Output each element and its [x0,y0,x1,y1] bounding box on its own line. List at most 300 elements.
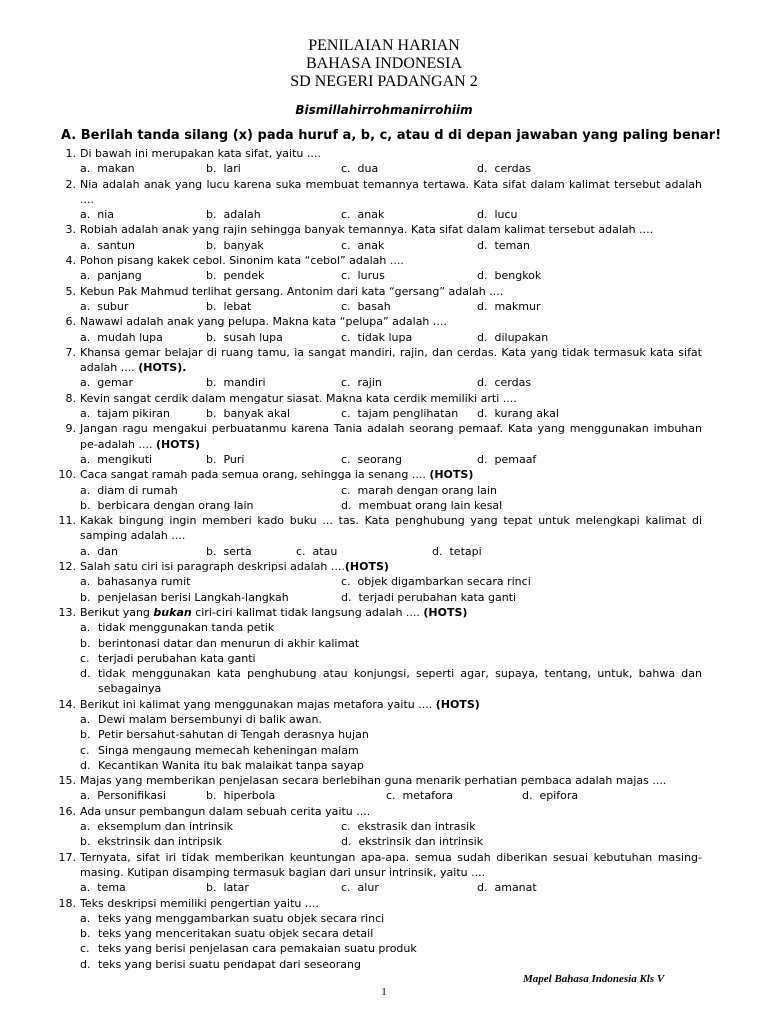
question-item [0,391,768,422]
question-item [0,222,768,253]
option-text: rajin [357,376,382,390]
option-text: seorang [357,452,402,466]
answer-option[interactable] [477,330,548,345]
answer-option[interactable] [80,483,178,498]
answer-option[interactable] [341,299,391,314]
option-letter: c. [341,162,358,176]
question-body: Ada unsur pembangun dalam sebuah cerita yaitu .... [80,804,371,818]
question-number: 10. [58,468,76,482]
question-text [0,697,768,712]
option-letter: d. [477,162,495,176]
answer-option[interactable] [206,452,244,467]
option-text: kurang akal [494,407,559,421]
option-letter: b. [80,498,98,512]
question-item [0,314,768,345]
option-text: teks yang menceritakan suatu objek secara detail [98,927,374,941]
option-text: tetapi [449,544,482,558]
question-number: 2. [65,177,76,191]
option-text: penjelasan berisi Langkah-langkah [97,590,289,604]
option-letter: a. [80,376,98,390]
option-letter: a. [80,575,98,589]
option-letter: d. [341,498,359,512]
answer-option[interactable] [477,161,531,176]
option-letter: c. [341,330,358,344]
option-text: marah dengan orang lain [357,483,497,497]
option-letter: a. [80,881,98,895]
question-number: 12. [58,560,76,574]
question-text [0,467,768,482]
answer-option[interactable] [0,620,768,635]
answer-option[interactable] [0,743,768,758]
option-row [0,330,768,345]
option-text: susah lupa [223,330,283,344]
question-body: Caca sangat ramah pada semua orang, sehingga ia senang .... [80,468,430,482]
option-row [0,498,768,513]
option-text: pemaaf [494,452,537,466]
hots-tag: (HOTS) [429,468,474,482]
option-letter: b. [206,544,224,558]
option-letter: b. [80,927,91,941]
question-item [0,605,768,697]
answer-option[interactable] [477,268,541,283]
option-letter: c. [80,942,90,956]
answer-option[interactable] [80,406,170,421]
question-text [0,773,768,788]
option-row [0,268,768,283]
option-letter: a. [80,238,98,252]
option-letter: a. [80,208,98,222]
section-instruction: A. Berilah tanda silang (x) pada huruf a, b, c, atau d di depan jawaban yang paling benar! [61,128,722,143]
answer-option[interactable] [341,268,385,283]
option-text: makan [97,162,135,176]
question-body: Nia adalah anak yang lucu karena suka membuat temannya tertawa. Kata sifat dalam kalimat tersebut adalah .... [80,177,702,206]
option-text: cerdas [494,162,532,176]
question-body: Teks deskripsi memiliki pengertian yaitu .... [80,896,319,910]
answer-option[interactable] [206,161,241,176]
answer-option[interactable] [80,207,114,222]
option-text: lari [223,162,241,176]
option-text: metafora [402,789,453,803]
answer-option[interactable] [0,957,768,972]
option-text: terjadi perubahan kata ganti [358,590,517,604]
option-row [0,788,768,803]
answer-option[interactable] [206,299,251,314]
question-number: 6. [65,315,76,329]
answer-option[interactable] [206,238,264,253]
option-letter: a. [80,330,98,344]
answer-option[interactable] [341,834,483,849]
option-letter: a. [80,789,98,803]
answer-option[interactable] [341,207,384,222]
answer-option[interactable] [206,268,264,283]
question-number: 14. [58,697,76,711]
option-letter: d. [341,835,359,849]
option-text: lurus [357,269,385,283]
question-text [0,314,768,329]
answer-option[interactable] [477,406,559,421]
question-item [0,177,768,223]
option-text: anak [357,208,385,222]
option-text: epifora [539,789,579,803]
answer-option[interactable] [0,636,768,651]
answer-option[interactable] [206,544,252,559]
answer-option[interactable] [477,880,537,895]
answer-option[interactable] [341,483,497,498]
option-letter: a. [80,911,91,925]
option-letter: a. [80,544,98,558]
option-letter: d. [477,330,495,344]
option-row [0,880,768,895]
exam-title: PENILAIAN HARIAN [308,37,460,54]
option-letter: c. [341,269,358,283]
option-letter: b. [206,452,224,466]
option-text: basah [357,299,391,313]
answer-option[interactable] [0,666,768,697]
question-body: Kakak bingung ingin memberi kado buku ... tas. Kata penghubung yang tepat untuk melengkapi kalimat di samping adalah .... [80,514,702,543]
question-text [0,850,768,881]
answer-option[interactable] [80,452,152,467]
question-body: Robiah adalah anak yang rajin sehingga banyak temannya. Kata sifat dalam kalimat tersebut adalah .... [80,223,654,237]
option-row [0,375,768,390]
option-letter: b. [80,835,98,849]
option-letter: d. [477,407,495,421]
option-letter: b. [206,789,224,803]
option-text: Dewi malam bersembunyi di balik awan. [98,712,322,726]
option-letter: a. [80,452,98,466]
option-text: berintonasi datar dan menurun di akhir kalimat [98,636,360,650]
option-letter: a. [80,712,91,726]
option-text: teks yang berisi penjelasan cara pemakaian suatu produk [98,942,417,956]
option-letter: b. [80,590,98,604]
question-text [0,804,768,819]
hots-tag: (HOTS) [155,437,200,451]
option-text: Petir bersahut-sahutan di Tengah derasnya hujan [98,728,369,742]
question-item [0,697,768,773]
answer-option[interactable] [80,330,163,345]
answer-option[interactable] [206,406,290,421]
option-text: teks yang berisi suatu pendapat dari seseorang [98,957,361,971]
option-letter: c. [341,881,358,895]
answer-option[interactable] [0,758,768,773]
option-text: alur [357,881,379,895]
option-text: mengikuti [97,452,153,466]
question-number: 9. [65,422,76,436]
answer-option[interactable] [80,834,222,849]
question-number: 13. [58,605,76,619]
question-item [0,773,768,804]
option-row [0,406,768,421]
option-letter: b. [206,208,224,222]
answer-option[interactable] [522,788,578,803]
option-letter: b. [206,238,224,252]
question-number: 8. [65,391,76,405]
option-letter: d. [477,269,495,283]
question-item [0,467,768,513]
option-letter: d. [522,789,540,803]
option-letter: b. [206,407,224,421]
option-row [0,483,768,498]
option-letter: b. [206,299,224,313]
option-text: dilupakan [494,330,549,344]
question-number: 1. [65,147,76,160]
answer-option[interactable] [206,375,266,390]
answer-option[interactable] [0,941,768,956]
question-body: ciri-ciri kalimat tidak langsung adalah .... [191,605,424,619]
option-letter: d. [477,208,495,222]
answer-option[interactable] [477,375,531,390]
answer-option[interactable] [477,207,518,222]
option-text: eksemplum dan intrinsik [97,820,234,834]
answer-option[interactable] [477,452,536,467]
option-text: adalah [223,208,261,222]
option-text: cerdas [494,376,532,390]
subject-title: BAHASA INDONESIA [305,55,462,72]
option-row [0,238,768,253]
answer-option[interactable] [206,330,283,345]
option-letter: c. [341,820,358,834]
hots-tag: (HOTS). [138,361,187,375]
option-text: santun [97,238,135,252]
answer-option[interactable] [80,574,190,589]
option-letter: c. [80,651,90,665]
answer-option[interactable] [341,161,378,176]
option-text: gemar [97,376,133,390]
question-text [0,391,768,406]
option-text: subur [97,299,129,313]
option-text: tema [97,881,126,895]
option-letter: d. [432,544,450,558]
option-text: Kecantikan Wanita itu bak malaikat tanpa sayap [98,758,364,772]
option-letter: d. [477,881,495,895]
question-body: Kebun Pak Mahmud terlihat gersang. Antonim dari kata “gersang” adalah .... [80,284,504,298]
answer-option[interactable] [341,880,379,895]
option-text: dan [97,544,118,558]
page-number: 1 [381,986,387,998]
option-text: pendek [223,269,265,283]
option-row [0,299,768,314]
answer-option[interactable] [80,498,254,513]
option-text: Singa mengaung memecah keheningan malam [98,743,359,757]
option-text: diam di rumah [97,483,178,497]
question-item [0,559,768,605]
answer-option[interactable] [341,574,531,589]
option-text: terjadi perubahan kata ganti [98,651,256,665]
question-item [0,421,768,467]
school-name: SD NEGERI PADANGAN 2 [290,73,478,90]
option-letter: c. [80,743,90,757]
option-letter: b. [80,728,91,742]
question-number: 15. [58,774,76,788]
option-text: ekstrinsik dan intripsik [97,835,223,849]
option-letter: b. [80,636,91,650]
answer-option[interactable] [80,161,135,176]
question-number: 7. [65,345,76,359]
answer-option[interactable] [341,452,402,467]
question-text [0,146,768,161]
option-text: hiperbola [223,789,276,803]
option-list [0,712,768,773]
answer-option[interactable] [341,498,502,513]
option-text: Puri [223,452,245,466]
option-letter: d. [80,957,91,971]
option-text: latar [223,881,249,895]
answer-option[interactable] [477,299,541,314]
answer-option[interactable] [0,911,768,926]
question-number: 3. [65,223,76,237]
question-text [0,177,768,208]
question-text [0,421,768,452]
option-row [0,207,768,222]
question-number: 4. [65,254,76,268]
option-text: bahasanya rumit [97,575,191,589]
option-text: tidak menggunakan tanda petik [98,621,275,635]
answer-option[interactable] [341,406,458,421]
option-text: Personifikasi [97,789,166,803]
question-body: Berikut ini kalimat yang menggunakan majas metafora yaitu .... [80,697,436,711]
option-text: serta [223,544,252,558]
question-item [0,253,768,284]
option-letter: b. [206,376,224,390]
bismillah-text: Bismillahirrohmanirrohiim [295,103,473,117]
option-text: lebat [223,299,252,313]
answer-option[interactable] [80,590,289,605]
answer-option[interactable] [386,788,453,803]
answer-option[interactable] [80,819,233,834]
option-letter: b. [206,269,224,283]
question-item [0,146,768,177]
option-text: anak [357,238,385,252]
hots-tag: (HOTS) [423,605,468,619]
question-prefix: Berikut yang [80,605,154,619]
answer-option[interactable] [206,788,275,803]
option-letter: a. [80,162,98,176]
answer-option[interactable] [0,712,768,727]
answer-option[interactable] [80,375,133,390]
answer-option[interactable] [80,880,126,895]
answer-option[interactable] [341,238,384,253]
answer-option[interactable] [80,299,128,314]
option-text: membuat orang lain kesal [358,498,503,512]
option-letter: d. [341,590,359,604]
answer-option[interactable] [341,330,412,345]
option-letter: b. [206,330,224,344]
option-text: banyak akal [223,407,291,421]
option-row [0,452,768,467]
option-row [0,819,768,834]
answer-option[interactable] [80,788,166,803]
answer-option[interactable] [341,819,476,834]
option-list [0,911,768,972]
option-letter: c. [341,407,358,421]
question-text [0,222,768,237]
option-letter: d. [477,452,495,466]
question-body: Salah satu ciri isi paragraph deskripsi adalah .... [80,560,345,574]
option-letter: c. [341,376,358,390]
option-text: tidak menggunakan kata penghubung atau konjungsi, seperti agar, supaya, tentang, untuk, bahwa dan sebagainya [98,667,702,696]
option-row [0,161,768,176]
option-text: bengkok [494,269,542,283]
option-letter: d. [80,758,91,772]
question-text [0,284,768,299]
option-text: atau [312,544,338,558]
question-number: 17. [58,850,76,864]
question-body: Jangan ragu mengakui perbuatanmu karena Tania adalah seorang pemaaf. Kata yang menggunakan imbuhan pe-adalah .... [80,422,702,451]
option-text: nia [97,208,115,222]
question-number: 11. [58,514,76,528]
answer-option[interactable] [0,651,768,666]
option-letter: c. [341,483,358,497]
option-letter: c. [341,575,358,589]
answer-option[interactable] [206,207,261,222]
answer-option[interactable] [0,926,768,941]
option-row [0,834,768,849]
hots-tag: (HOTS) [435,697,480,711]
option-letter: c. [341,452,358,466]
option-letter: a. [80,407,98,421]
question-body: Nawawi adalah anak yang pelupa. Makna kata “pelupa” adalah .... [80,315,447,329]
option-text: ekstrinsik dan intrinsik [358,835,484,849]
question-text [0,896,768,911]
option-text: panjang [97,269,142,283]
option-letter: a. [80,269,98,283]
answer-option[interactable] [80,268,142,283]
question-body: Kevin sangat cerdik dalam mengatur siasat. Makna kata cerdik memiliki arti .... [80,391,517,405]
question-body: Khansa gemar belajar di ruang tamu, ia sangat mandiri, rajin, dan cerdas. Kata yang tidak termasuk kata sifat adalah .... [80,345,702,375]
option-text: ekstrasik dan intrasik [357,820,476,834]
option-text: tidak lupa [357,330,413,344]
question-body: Ternyata, sifat iri tidak memberikan keuntungan apa-apa. semua sudah diberikan sesuai kebutuhan masing-masing. Kutipan disamping termasuk bagian dari unsur intrinsik, yaitu .... [80,850,702,879]
option-text: lucu [494,208,518,222]
question-body: Majas yang memberikan penjelasan secara berlebihan guna menarik perhatian pembaca adalah majas .... [80,774,667,788]
question-list [0,146,768,972]
question-item [0,804,768,850]
option-letter: b. [206,881,224,895]
option-letter: c. [296,544,313,558]
option-row [0,590,768,605]
answer-option[interactable] [432,544,482,559]
question-item [0,513,768,559]
option-letter: a. [80,621,91,635]
option-text: makmur [494,299,541,313]
question-body: Di bawah ini merupakan kata sifat, yaitu .... [80,147,321,160]
answer-option[interactable] [341,590,516,605]
answer-option[interactable] [341,375,382,390]
option-letter: c. [341,238,358,252]
hots-tag: (HOTS) [344,560,389,574]
option-text: amanat [494,881,537,895]
question-text [0,253,768,268]
option-letter: d. [80,667,91,681]
answer-option[interactable] [477,238,530,253]
answer-option[interactable] [80,238,135,253]
question-text [0,513,768,544]
answer-option[interactable] [296,544,337,559]
answer-option[interactable] [0,727,768,742]
option-letter: b. [206,162,224,176]
answer-option[interactable] [80,544,118,559]
answer-option[interactable] [206,880,249,895]
option-letter: d. [477,299,495,313]
option-letter: d. [477,238,495,252]
option-letter: a. [80,820,98,834]
option-row [0,574,768,589]
question-emphasis: bukan [153,605,192,619]
footer-subject: Mapel Bahasa Indonesia Kls V [523,973,665,985]
option-text: dua [357,162,379,176]
option-letter: a. [80,299,98,313]
option-letter: d. [477,376,495,390]
question-text [0,345,768,376]
